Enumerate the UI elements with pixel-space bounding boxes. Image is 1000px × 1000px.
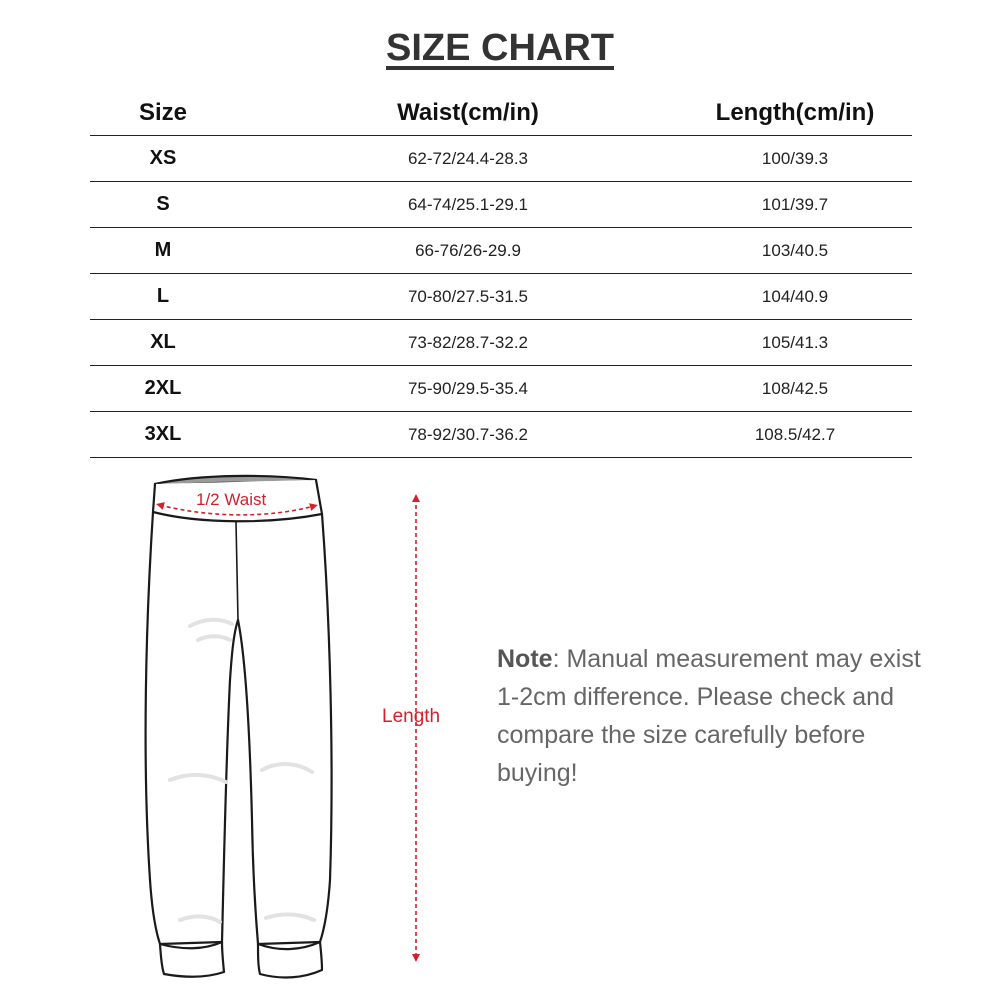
note-text: : Manual measurement may exist 1-2cm difference. Please check and compare the size carefully before buying! [497,645,921,787]
page-title-text: SIZE CHART [386,27,614,69]
measurement-note [497,640,937,792]
length-cell: 104/40.9 [761,286,829,306]
size-cell: L [156,285,170,307]
note-lead: Note [497,645,553,673]
center-seam [236,522,238,620]
length-cell: 100/39.3 [761,148,829,168]
waist-cell: 66-76/26-29.9 [415,240,521,260]
header-size: Size [138,98,188,126]
size-cell: 2XL [144,377,182,399]
length-measure-label: Length [382,706,441,727]
right-inner-seam [238,620,258,944]
length-cell: 108/42.5 [761,378,829,398]
header-length: Length(cm/in) [715,98,875,126]
length-cell: 103/40.5 [761,240,829,260]
waist-cell: 70-80/27.5-31.5 [407,286,529,306]
header-waist: Waist(cm/in) [397,98,539,126]
size-cell: M [154,239,172,261]
length-cell: 101/39.7 [761,194,829,214]
length-cell: 108.5/42.7 [754,424,836,444]
waist-cell: 62-72/24.4-28.3 [407,148,529,168]
waist-measure-label: 1/2 Waist [196,490,267,509]
length-cell: 105/41.3 [761,332,829,352]
size-cell: S [156,193,170,215]
right-outer-seam [320,514,332,942]
fold-shading [170,620,314,922]
waist-cell: 75-90/29.5-35.4 [407,378,529,398]
pants-outline-icon [146,476,332,978]
size-cell: 3XL [144,423,182,445]
size-cell: XL [150,331,176,353]
waist-cell: 73-82/28.7-32.2 [407,332,529,352]
waist-cell: 78-92/30.7-36.2 [407,424,529,444]
waist-cell: 64-74/25.1-29.1 [407,194,529,214]
size-cell: XS [149,147,177,169]
left-outer-seam [146,512,160,944]
